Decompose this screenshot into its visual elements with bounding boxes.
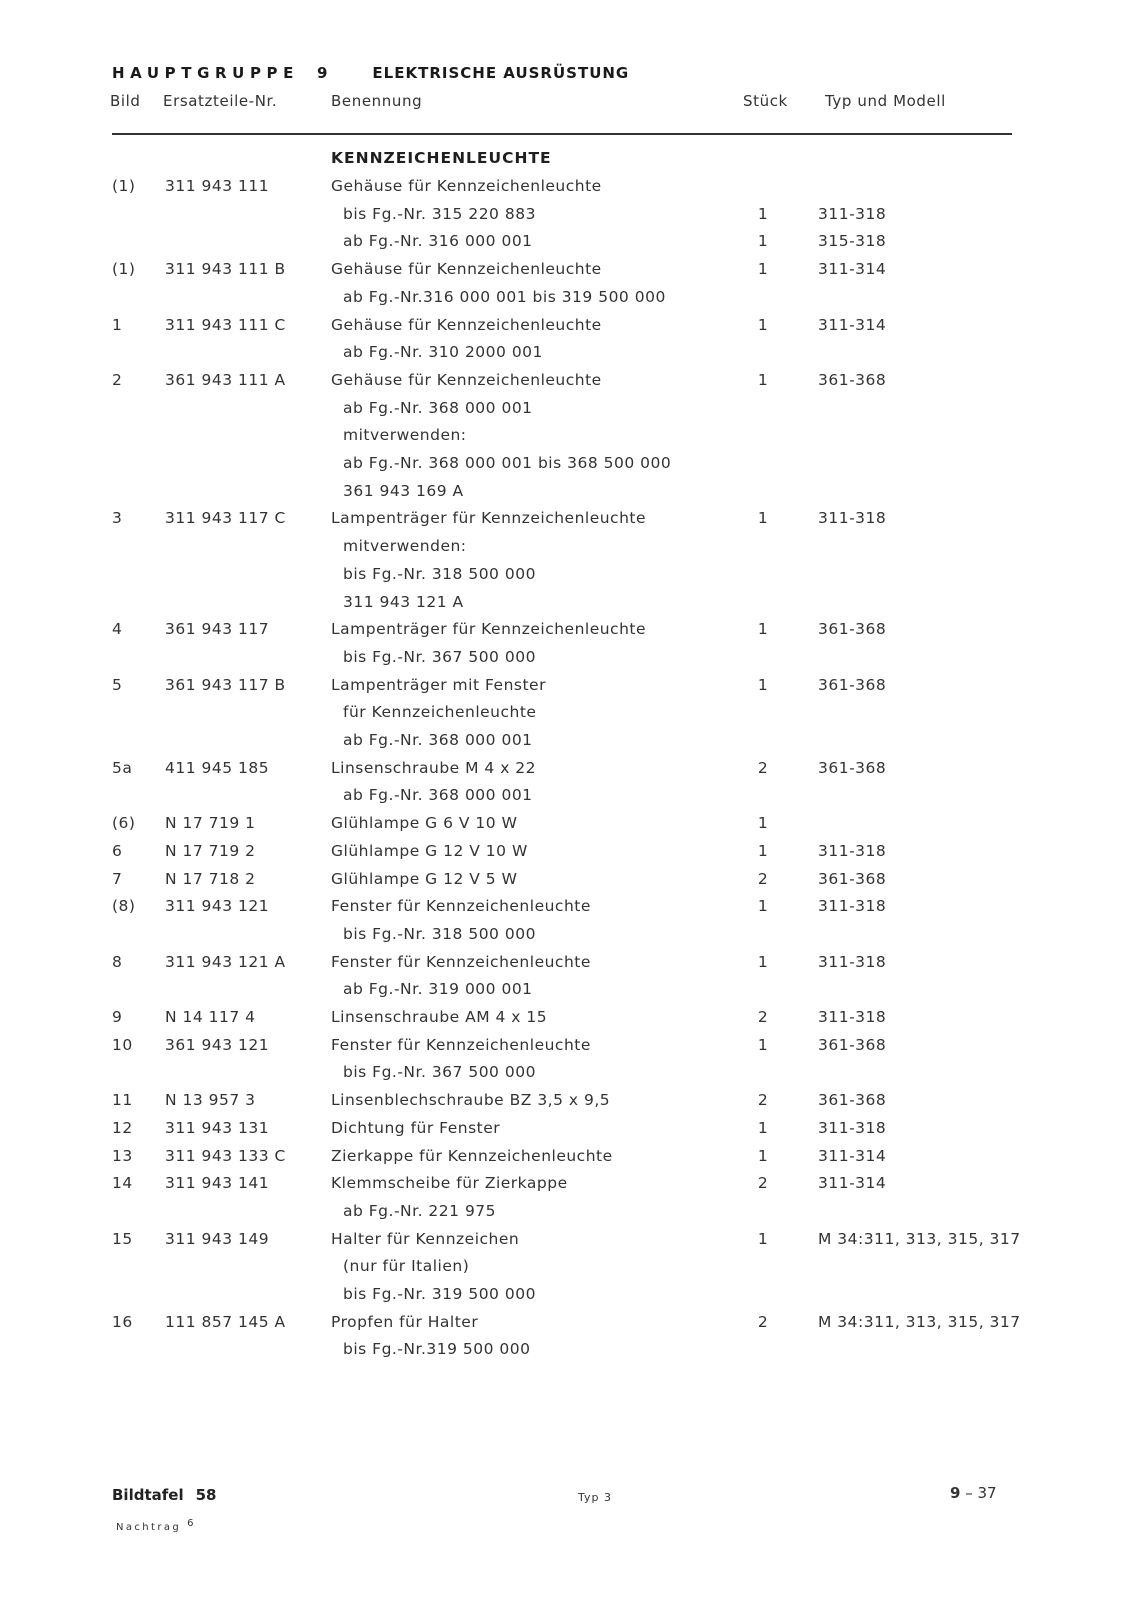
group-title: ELEKTRISCHE AUSRÜSTUNG bbox=[372, 64, 630, 82]
row-model: 311-314 bbox=[818, 260, 887, 279]
row-bild: (1) bbox=[112, 260, 136, 279]
row-bild: 6 bbox=[112, 841, 123, 860]
row-description: Zierkappe für Kennzeichenleuchte bbox=[331, 1146, 613, 1165]
row-bild: (6) bbox=[112, 814, 136, 833]
row-quantity: 1 bbox=[757, 1035, 769, 1054]
row-description: ab Fg.-Nr. 310 2000 001 bbox=[343, 343, 543, 362]
nachtrag-number: 6 bbox=[187, 1518, 194, 1529]
row-part-number: N 14 117 4 bbox=[165, 1008, 256, 1026]
row-description: bis Fg.-Nr. 318 500 000 bbox=[343, 924, 536, 943]
row-description: bis Fg.-Nr.319 500 000 bbox=[343, 1340, 531, 1359]
row-quantity: 1 bbox=[757, 620, 769, 639]
row-model: 311-318 bbox=[818, 204, 887, 223]
row-description: ab Fg.-Nr. 368 000 001 bbox=[343, 731, 533, 749]
row-bild: 1 bbox=[112, 315, 123, 334]
row-bild: 11 bbox=[112, 1091, 133, 1110]
row-part-number: 311 943 131 bbox=[165, 1118, 270, 1137]
row-description: ab Fg.-Nr. 368 000 001 bis 368 500 000 bbox=[343, 454, 672, 472]
row-quantity: 1 bbox=[757, 1146, 769, 1165]
row-description: Fenster für Kennzeichenleuchte bbox=[331, 897, 591, 916]
row-part-number: 411 945 185 bbox=[165, 758, 270, 777]
row-bild: 7 bbox=[112, 869, 123, 888]
row-description: Lampenträger für Kennzeichenleuchte bbox=[331, 509, 647, 528]
row-description: Halter für Kennzeichen bbox=[331, 1229, 520, 1248]
row-quantity: 1 bbox=[757, 814, 769, 833]
row-bild: 15 bbox=[112, 1229, 133, 1248]
column-header-part-no: Ersatzteile-Nr. bbox=[163, 92, 278, 110]
row-model: 311-314 bbox=[818, 1174, 887, 1193]
row-quantity: 1 bbox=[757, 232, 769, 251]
page-group: 9 bbox=[950, 1484, 961, 1502]
row-bild: 13 bbox=[112, 1146, 133, 1165]
row-model: 311-318 bbox=[818, 952, 887, 971]
row-description: Glühlampe G 12 V 10 W bbox=[331, 841, 528, 860]
row-bild: 4 bbox=[112, 620, 123, 639]
row-model: 361-368 bbox=[818, 370, 887, 389]
row-model: 311-318 bbox=[818, 897, 887, 916]
row-description: Linsenblechschraube BZ 3,5 x 9,5 bbox=[331, 1091, 611, 1110]
row-description: ab Fg.-Nr. 316 000 001 bbox=[343, 232, 533, 251]
row-bild: 12 bbox=[112, 1118, 133, 1137]
row-quantity: 1 bbox=[757, 1229, 769, 1248]
column-header-qty: Stück bbox=[743, 92, 788, 110]
row-part-number: 361 943 117 bbox=[165, 620, 270, 639]
row-description: ab Fg.-Nr. 319 000 001 bbox=[343, 980, 533, 999]
row-description: mitverwenden: bbox=[343, 426, 467, 445]
column-header-name: Benennung bbox=[331, 92, 423, 110]
footer-typ: Typ 3 bbox=[578, 1491, 612, 1504]
bildtafel-label: Bildtafel bbox=[112, 1486, 184, 1504]
row-description: ab Fg.-Nr. 368 000 001 bbox=[343, 786, 533, 805]
row-bild: 2 bbox=[112, 370, 123, 389]
row-bild: 9 bbox=[112, 1008, 123, 1026]
row-model: 311-318 bbox=[818, 841, 887, 860]
row-part-number: 311 943 149 bbox=[165, 1229, 270, 1248]
row-model: 361-368 bbox=[818, 869, 887, 888]
column-header-model: Typ und Modell bbox=[825, 92, 946, 110]
row-model: 361-368 bbox=[818, 1035, 887, 1054]
row-description: ab Fg.-Nr.316 000 001 bis 319 500 000 bbox=[343, 287, 666, 306]
row-part-number: 361 943 117 B bbox=[165, 675, 286, 694]
row-bild: 5a bbox=[112, 758, 133, 777]
row-description: Gehäuse für Kennzeichenleuchte bbox=[331, 315, 602, 334]
row-bild: 14 bbox=[112, 1174, 133, 1193]
row-model: 361-368 bbox=[818, 1091, 887, 1110]
row-description: Lampenträger für Kennzeichenleuchte bbox=[331, 620, 647, 639]
row-description: Fenster für Kennzeichenleuchte bbox=[331, 1035, 591, 1054]
bildtafel-number: 58 bbox=[195, 1486, 217, 1504]
row-bild: 8 bbox=[112, 952, 123, 971]
row-description: Gehäuse für Kennzeichenleuchte bbox=[331, 370, 602, 389]
row-model: M 34:311, 313, 315, 317 bbox=[818, 1229, 1021, 1248]
row-part-number: 311 943 111 bbox=[165, 177, 270, 195]
row-quantity: 1 bbox=[757, 370, 769, 389]
row-model: 311-318 bbox=[818, 1008, 887, 1026]
row-part-number: 311 943 141 bbox=[165, 1174, 270, 1193]
row-quantity: 1 bbox=[757, 897, 769, 916]
row-quantity: 2 bbox=[757, 869, 769, 888]
row-quantity: 2 bbox=[757, 1091, 769, 1110]
page-number bbox=[950, 1484, 997, 1502]
row-description: Lampenträger mit Fenster bbox=[331, 675, 546, 694]
row-description: mitverwenden: bbox=[343, 537, 467, 556]
row-model: 311-318 bbox=[818, 509, 887, 528]
row-part-number: 361 943 111 A bbox=[165, 370, 286, 389]
row-bild: 16 bbox=[112, 1312, 133, 1331]
row-description: 361 943 169 A bbox=[343, 481, 464, 500]
row-description: Gehäuse für Kennzeichenleuchte bbox=[331, 177, 602, 195]
row-description: bis Fg.-Nr. 367 500 000 bbox=[343, 647, 536, 666]
row-model: 361-368 bbox=[818, 620, 887, 639]
row-description: für Kennzeichenleuchte bbox=[343, 703, 537, 722]
row-part-number: N 17 719 2 bbox=[165, 841, 256, 860]
row-quantity: 1 bbox=[757, 204, 769, 223]
row-description: 311 943 121 A bbox=[343, 592, 464, 611]
row-part-number: 311 943 133 C bbox=[165, 1146, 286, 1165]
group-number: 9 bbox=[316, 64, 329, 82]
row-description: Linsenschraube AM 4 x 15 bbox=[331, 1008, 548, 1026]
row-quantity: 2 bbox=[757, 1174, 769, 1193]
row-part-number: 311 943 111 C bbox=[165, 315, 286, 334]
row-bild: 5 bbox=[112, 675, 123, 694]
row-model: 311-314 bbox=[818, 1146, 887, 1165]
row-quantity: 1 bbox=[757, 509, 769, 528]
row-description: (nur für Italien) bbox=[343, 1257, 470, 1276]
page-separator: – bbox=[965, 1484, 973, 1502]
row-part-number: 111 857 145 A bbox=[165, 1312, 286, 1331]
page-title bbox=[112, 64, 629, 82]
row-quantity: 1 bbox=[757, 315, 769, 334]
row-description: bis Fg.-Nr. 319 500 000 bbox=[343, 1285, 536, 1303]
row-model: 311-318 bbox=[818, 1118, 887, 1137]
row-description: ab Fg.-Nr. 368 000 001 bbox=[343, 398, 533, 417]
row-quantity: 2 bbox=[757, 1312, 769, 1331]
row-part-number: 311 943 111 B bbox=[165, 260, 286, 279]
column-header-bild: Bild bbox=[110, 92, 141, 110]
row-bild: (1) bbox=[112, 177, 136, 195]
row-quantity: 1 bbox=[757, 952, 769, 971]
row-part-number: 311 943 121 A bbox=[165, 952, 286, 971]
row-part-number: N 13 957 3 bbox=[165, 1091, 256, 1110]
row-quantity: 1 bbox=[757, 675, 769, 694]
row-description: bis Fg.-Nr. 315 220 883 bbox=[343, 204, 536, 223]
row-model: 361-368 bbox=[818, 758, 887, 777]
row-bild: 3 bbox=[112, 509, 123, 528]
footer-bildtafel bbox=[112, 1486, 216, 1504]
row-description: Glühlampe G 12 V 5 W bbox=[331, 869, 518, 888]
row-model: 315-318 bbox=[818, 232, 887, 251]
row-description: bis Fg.-Nr. 367 500 000 bbox=[343, 1063, 536, 1082]
row-part-number: N 17 719 1 bbox=[165, 814, 256, 833]
group-label: HAUPTGRUPPE bbox=[112, 64, 299, 82]
row-description: Fenster für Kennzeichenleuchte bbox=[331, 952, 591, 971]
row-bild: (8) bbox=[112, 897, 136, 916]
row-part-number: N 17 718 2 bbox=[165, 869, 256, 888]
section-title: KENNZEICHENLEUCHTE bbox=[331, 149, 552, 167]
header-rule bbox=[112, 133, 1012, 135]
nachtrag-label: Nachtrag bbox=[116, 1522, 182, 1533]
row-description: Gehäuse für Kennzeichenleuchte bbox=[331, 260, 602, 279]
row-part-number: 311 943 117 C bbox=[165, 509, 286, 528]
row-quantity: 1 bbox=[757, 1118, 769, 1137]
row-model: 361-368 bbox=[818, 675, 887, 694]
row-model: M 34:311, 313, 315, 317 bbox=[818, 1312, 1021, 1331]
row-quantity: 2 bbox=[757, 758, 769, 777]
row-quantity: 1 bbox=[757, 841, 769, 860]
row-description: Linsenschraube M 4 x 22 bbox=[331, 758, 537, 777]
row-model: 311-314 bbox=[818, 315, 887, 334]
footer-nachtrag bbox=[116, 1518, 194, 1533]
row-part-number: 311 943 121 bbox=[165, 897, 270, 916]
row-description: bis Fg.-Nr. 318 500 000 bbox=[343, 564, 536, 583]
row-quantity: 2 bbox=[757, 1008, 769, 1026]
row-part-number: 361 943 121 bbox=[165, 1035, 270, 1054]
page-number-value: 37 bbox=[977, 1484, 997, 1502]
row-bild: 10 bbox=[112, 1035, 133, 1054]
row-quantity: 1 bbox=[757, 260, 769, 279]
row-description: ab Fg.-Nr. 221 975 bbox=[343, 1201, 497, 1220]
row-description: Glühlampe G 6 V 10 W bbox=[331, 814, 518, 833]
row-description: Propfen für Halter bbox=[331, 1312, 479, 1331]
row-description: Dichtung für Fenster bbox=[331, 1118, 501, 1137]
row-description: Klemmscheibe für Zierkappe bbox=[331, 1174, 568, 1193]
